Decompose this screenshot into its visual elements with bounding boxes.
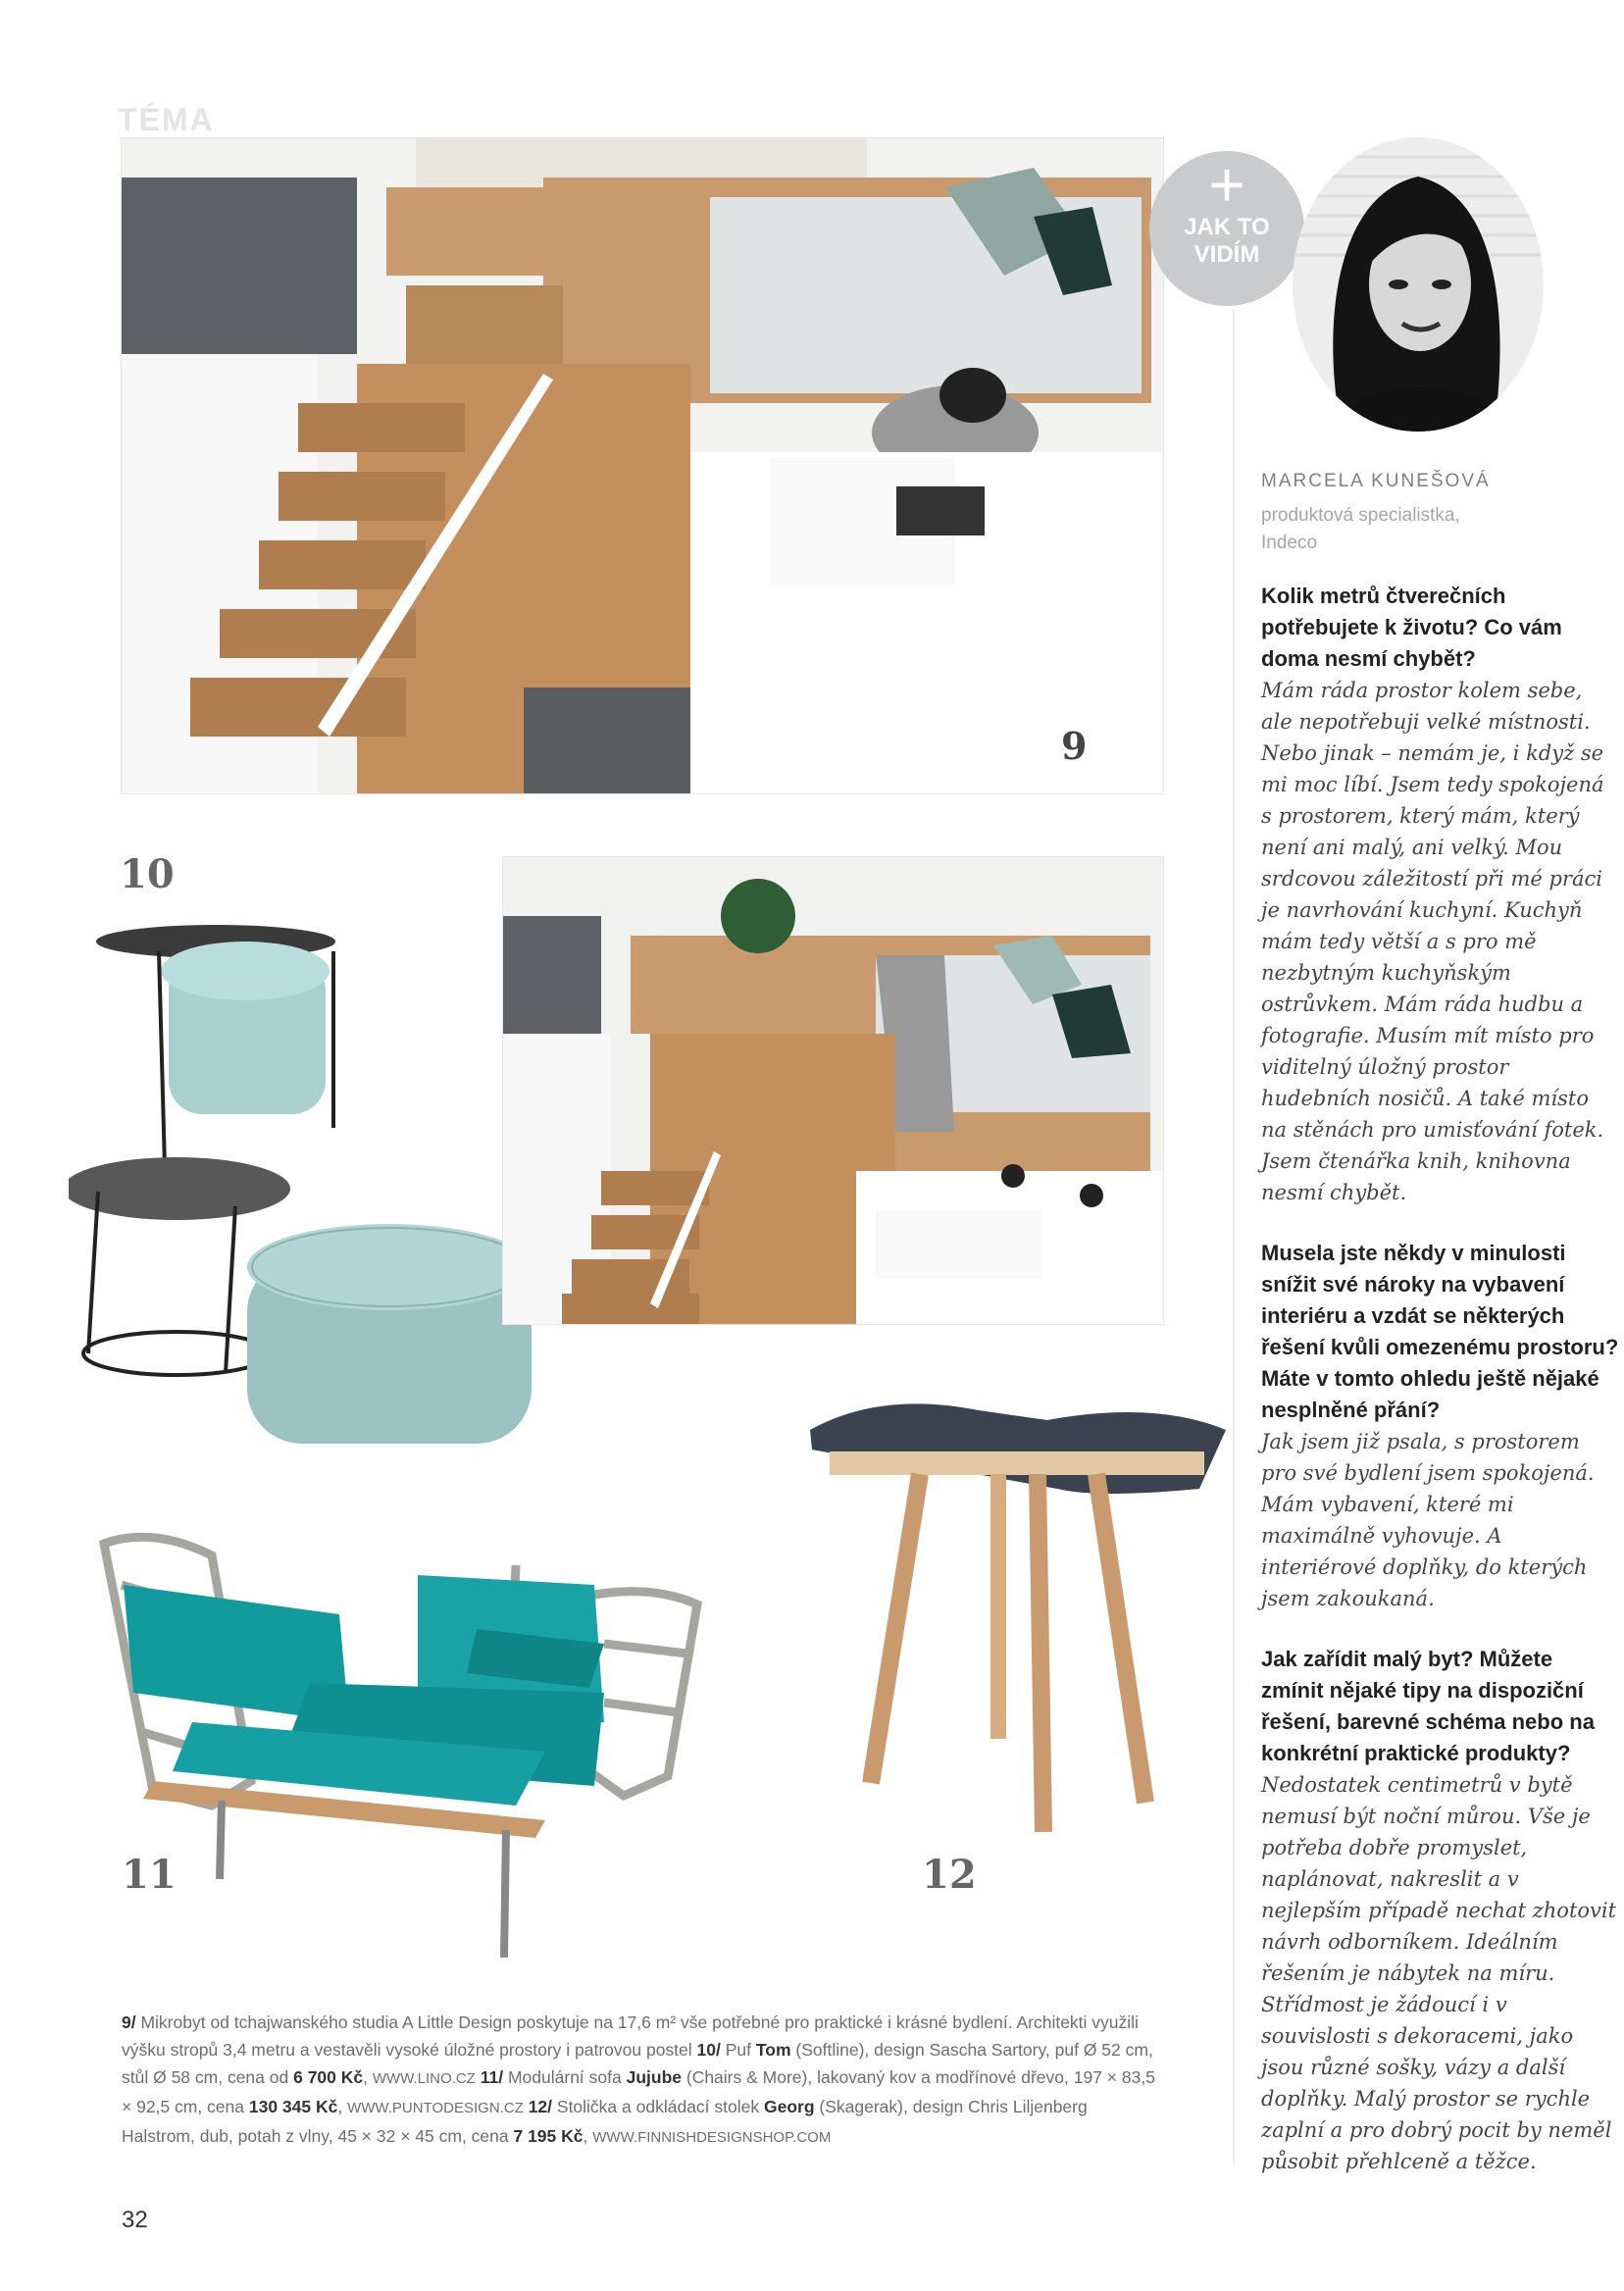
caption-11-name: Jujube: [626, 2067, 682, 2087]
caption-10-name: Tom: [755, 2040, 791, 2060]
photo-9-loft-apartment: [121, 137, 1164, 794]
answer-1: Mám ráda prostor kolem sebe, ale nepotřebuji velké místnosti. Nebo jinak – nemám je, i když se mi moc líbí. Jsem tedy spokojená s prostorem, který mám, který není ani malý, ani velký. Mou srdcovou záležitostí při mé práci je navrhování kuchyní. Kuchyň mám tedy větší a s pro mě nezbytným kuchyňským ostrůvkem. Mám ráda hudbu a fotografie. Musím mít místo pro viditelný úložný prostor hudebních nosičů. A také místo na stěnách pro umisťování fotek. Jsem čtenářka knih, knihovna nesmí chybět.: [1261, 679, 1604, 1204]
page-number: 32: [122, 2207, 148, 2233]
badge-line-1: JAK TO: [1184, 214, 1270, 240]
photo-10-pouf-tom: [69, 912, 539, 1451]
photo-12-stool-georg: [802, 1391, 1230, 1842]
caption-10-text: (Softline), design Sascha Sartory, puf Ø 52 cm, stůl Ø 58 cm, cena od: [122, 2040, 1153, 2087]
figure-number-9: 9: [1061, 724, 1088, 768]
answer-2: Jak jsem již psala, s prostorem pro své bydlení jsem spokojená. Mám vybavení, které mi maximálně vyhovuje. A interiérové doplňky, do kterých jsem zakoukaná.: [1261, 1430, 1595, 1610]
photo-9-loft-detail: [502, 856, 1164, 1325]
caption-11-pre: Modulární sofa: [503, 2067, 627, 2087]
caption-10-url: WWW.LINO.CZ: [372, 2070, 476, 2087]
caption-12-text: (Skagerak), design Chris Liljenberg Halstrom, dub, potah z vlny, 45 × 32 × 45 cm, cena: [122, 2097, 1088, 2146]
answer-3: Nedostatek centimetrů v bytě nemusí být noční můrou. Vše je potřeba dobře promyslet, naplánovat, nakreslit a v nejlepším případě nechat zhotovit návrh odborníkem. Ideálním řešením je nábytek na míru. Střídmost je žádoucí i v souvislosti s dekoracemi, jako jsou různé sošky, vázy a další doplňky. Malý prostor se rychle zaplní a pro dobrý pocit by neměl působit přehlceně a těžce.: [1261, 1773, 1617, 2173]
caption-11-number: 11/: [480, 2067, 504, 2087]
section-label: TÉMA: [118, 102, 215, 137]
figure-number-11: 11: [122, 1852, 177, 1898]
caption-9-text: Mikrobyt od tchajwanského studia A Little Design poskytuje na 17,6 m² vše potřebné pro praktické i krásné bydlení. Architekti využili výšku stropů 3,4 metru a vestavěli vysoké úložné prostory i patrovou postel: [122, 2012, 1139, 2060]
question-2: Musela jste někdy v minulosti snížit své nároky na vybavení interiéru a vzdát se některých řešení kvůli omezenému prostoru? Máte v tomto ohledu ještě nějaké nesplněné přání?: [1261, 1241, 1619, 1422]
question-3: Jak zařídit malý byt? Můžete zmínit nějaké tipy na dispoziční řešení, barevné schéma nebo na konkrétní praktické produkty?: [1261, 1647, 1595, 1765]
caption-11-url: WWW.PUNTODESIGN.CZ: [347, 2100, 524, 2116]
plus-icon: +: [1208, 149, 1245, 220]
author-portrait: [1293, 137, 1544, 432]
figure-captions: 9/ Mikrobyt od tchajwanského studia A Little Design poskytuje na 17,6 m² vše potřebné pro praktické i krásné bydlení. Architekti využili výšku stropů 3,4 metru a vestavěli vysoké úložné prostory i patrovou postel 10/ Puf Tom (Softline), design Sascha Sartory, puf Ø 52 cm, stůl Ø 58 cm, cena od 6 700 Kč, WWW.LINO.CZ 11/ Modulární sofa Jujube (Chairs & More), lakovaný kov a modřínové dřevo, 197 × 83,5 × 92,5 cm, cena 130 345 Kč, WWW.PUNTODESIGN.CZ 12/ Stolička a odkládací stolek Georg (Skagerak), design Chris Liljenberg Halstrom, dub, potah z vlny, 45 × 32 × 45 cm, cena 7 195 Kč, WWW.FINNISHDESIGNSHOP.COM: [122, 2012, 1155, 2146]
figure-number-12: 12: [922, 1852, 977, 1898]
caption-12-pre: Stolička a odkládací stolek: [552, 2097, 764, 2116]
question-1: Kolik metrů čtverečních potřebujete k životu? Co vám doma nesmí chybět?: [1261, 584, 1562, 671]
qa-block-1: [1261, 581, 1619, 1208]
author-role-line-1: produktová specialistka,: [1261, 505, 1460, 526]
qa-block-2: [1261, 1238, 1619, 1614]
author-role: [1261, 502, 1516, 557]
qa-block-3: [1261, 1644, 1619, 2177]
photo-11-sofa-jujube: [94, 1526, 849, 1967]
sidebar-divider: [1233, 310, 1235, 2164]
author-role-line-2: Indeco: [1261, 533, 1318, 553]
caption-12-number: 12/: [528, 2097, 553, 2116]
caption-11-text: (Chairs & More), lakovaný kov a modřínové dřevo, 197 × 83,5 × 92,5 cm, cena: [122, 2067, 1155, 2116]
jak-to-vidim-badge: [1149, 151, 1304, 306]
caption-10-price: 6 700 Kč: [293, 2067, 364, 2087]
caption-10-number: 10/: [696, 2040, 721, 2060]
author-name: MARCELA KUNEŠOVÁ: [1261, 471, 1491, 491]
caption-11-price: 130 345 Kč: [248, 2097, 338, 2116]
caption-10-pre: Puf: [720, 2040, 756, 2060]
caption-12-url: WWW.FINNISHDESIGNSHOP.COM: [592, 2129, 832, 2146]
figure-number-10: 10: [120, 851, 175, 897]
caption-12-price: 7 195 Kč: [513, 2126, 584, 2146]
caption-9-number: 9/: [122, 2012, 136, 2032]
caption-12-name: Georg: [763, 2097, 815, 2116]
badge-line-2: VIDÍM: [1193, 241, 1260, 268]
